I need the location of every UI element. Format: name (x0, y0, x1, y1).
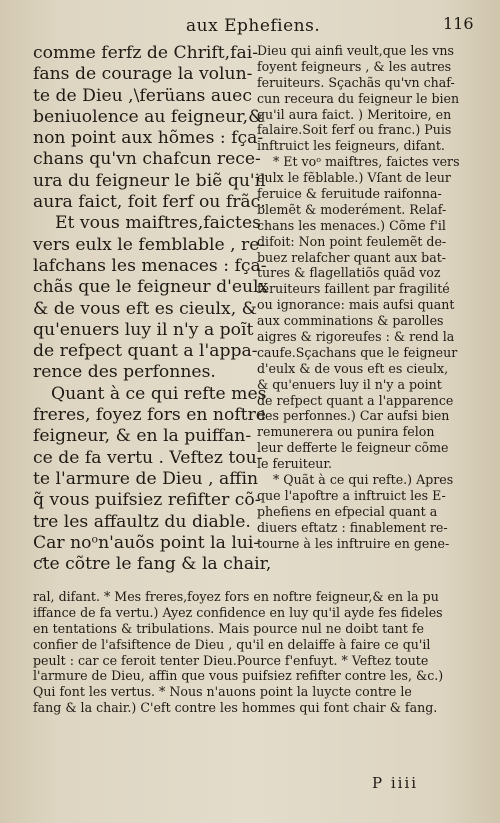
commentary-line: Dieu qui ainfi veult,que les vns (257, 43, 454, 58)
commentary-line: & qu'enuers luy il n'y a point (257, 376, 442, 392)
text-line: Quant à ce qui refte mes (51, 383, 267, 404)
commentary-line: le feruiteur. (257, 456, 333, 472)
commentary-line: ou ignorance: mais aufsi quant (257, 297, 455, 313)
commentary-line: difoit: Non point feulemẽt de- (257, 233, 447, 249)
commentary-line: en tentations & tribulations. Mais pource nul ne doibt tant fe (33, 620, 424, 636)
text-line: aura faict, foit ferf ou frãc. (33, 192, 266, 213)
text-line: feigneur, & en la puiffan- (33, 426, 252, 447)
commentary-line: iffance de fa vertu.) Ayez confidence en luy qu'il ayde fes fideles (33, 604, 443, 620)
commentary-line: inftruict les feigneurs, difant. (257, 138, 445, 154)
text-line: fans de courage la volun- (33, 64, 253, 85)
commentary-line: caufe.Sçachans que le feigneur (257, 344, 458, 360)
text-line: Et vous maiftres,faictes (55, 213, 261, 234)
commentary-column (257, 43, 479, 552)
commentary-line: d'eulx & de vous eft es cieulx, (257, 360, 449, 376)
commentary-line: peult : car ce feroit tenter Dieu.Pource f'enfuyt. * Veftez toute (33, 652, 429, 668)
commentary-line: eulx le fẽblable.) Vſant de leur (257, 170, 451, 186)
commentary-line: * Et voᵒ maiftres, faictes vers (273, 154, 460, 170)
commentary-continuation (33, 589, 483, 716)
commentary-line: blemẽt & moderément. Relaf- (257, 201, 447, 217)
text-line: vers eulx le femblable , re- (33, 234, 266, 255)
commentary-line: * Quãt à ce qui refte.) Apres (273, 472, 454, 488)
commentary-line: fang & la chair.) C'eft contre les hommes qui font chair & fang. (33, 700, 438, 716)
text-line: ce de fa vertu . Veftez tou- (33, 447, 263, 468)
signature-mark: P iiii (372, 774, 419, 792)
text-line: te de Dieu ,\ferüans auec (33, 85, 252, 106)
text-line: ƈte cõtre le fang & la chair, (33, 554, 272, 575)
commentary-line: de refpect quant a l'apparence (257, 392, 454, 408)
text-line: lafchans les menaces : fça- (33, 255, 267, 276)
commentary-line: ral, difant. * Mes freres,foyez fors en noftre feigneur,& en la pu (33, 589, 439, 604)
commentary-line: feruiteurs. Sçachãs qu'vn chaf- (257, 74, 455, 90)
main-text-column (33, 43, 272, 575)
running-title: aux Ephefiens. (186, 16, 321, 36)
commentary-line: feruiteurs faillent par fragilité (257, 281, 450, 297)
text-line: de refpect quant a l'appa- (33, 341, 258, 362)
commentary-line: cun receura du feigneur le bien (257, 90, 460, 106)
running-head (0, 12, 500, 36)
text-line: freres, foyez fors en noftre (33, 405, 266, 426)
commentary-line: foyent feigneurs , & les autres (257, 58, 452, 74)
commentary-line: aigres & rigoreufes : & rend la (257, 329, 455, 345)
text-line: rence des perfonnes. (33, 362, 216, 383)
text-line: non point aux hõmes : fça- (33, 128, 264, 149)
commentary-line: buez relafcher quant aux bat- (257, 249, 447, 265)
commentary-line: qu'il aura faict. ) Meritoire, en (257, 106, 452, 122)
commentary-line: tures & flagellatiõs quãd voz (257, 265, 441, 281)
text-line: Car noᵒn'auõs point la lui- (33, 532, 260, 553)
commentary-line: phefiens en efpecial quant a (257, 503, 438, 519)
text-line: tre les affaultz du diable. (33, 511, 251, 532)
text-line: beniuolence au feigneur,& (33, 106, 264, 127)
commentary-line: que l'apoftre a inftruict les E- (257, 487, 446, 503)
commentary-line: feruice & feruitude raifonna- (257, 186, 442, 202)
commentary-line: aux comminations & parolles (257, 313, 444, 329)
commentary-line: tourne à les inftruire en gene- (257, 535, 450, 551)
commentary-line: remunerera ou punira felon (257, 424, 435, 440)
commentary-line: des perfonnes.) Car aufsi bien (257, 408, 450, 424)
text-line: q̃ vous puifsiez refifter cõ- (33, 490, 261, 511)
text-line: & de vous eft es cieulx, & (33, 298, 257, 319)
commentary-line: confier de l'afsiftence de Dieu , qu'il en delaiffe à faire ce qu'il (33, 636, 431, 652)
commentary-line: Qui font les vertus. * Nous n'auons point la luycte contre le (33, 684, 412, 700)
text-line: qu'enuers luy il n'y a poĩt (33, 319, 254, 340)
commentary-line: falaire.Soit ferf ou franc.) Puis (257, 122, 452, 138)
commentary-line: leur defferte le feigneur cõme (257, 440, 449, 456)
text-line: chans qu'vn chafcun rece- (33, 149, 261, 170)
commentary-line: l'armure de Dieu, affin que vous puifsiez refifter contre les, &c.) (33, 668, 444, 684)
text-line: ura du feigneur le biẽ qu'il (33, 170, 266, 191)
text-line: comme ferfz de Chrift,fai- (33, 43, 259, 63)
commentary-line: diuers eftatz : finablement re- (257, 519, 448, 535)
text-line: te l'armure de Dieu , affin (33, 468, 259, 489)
commentary-line: chans les menaces.) Cõme f'il (257, 217, 446, 233)
page-number: 116 (443, 14, 474, 33)
text-line: chãs que le feigneur d'eulx (33, 277, 269, 298)
